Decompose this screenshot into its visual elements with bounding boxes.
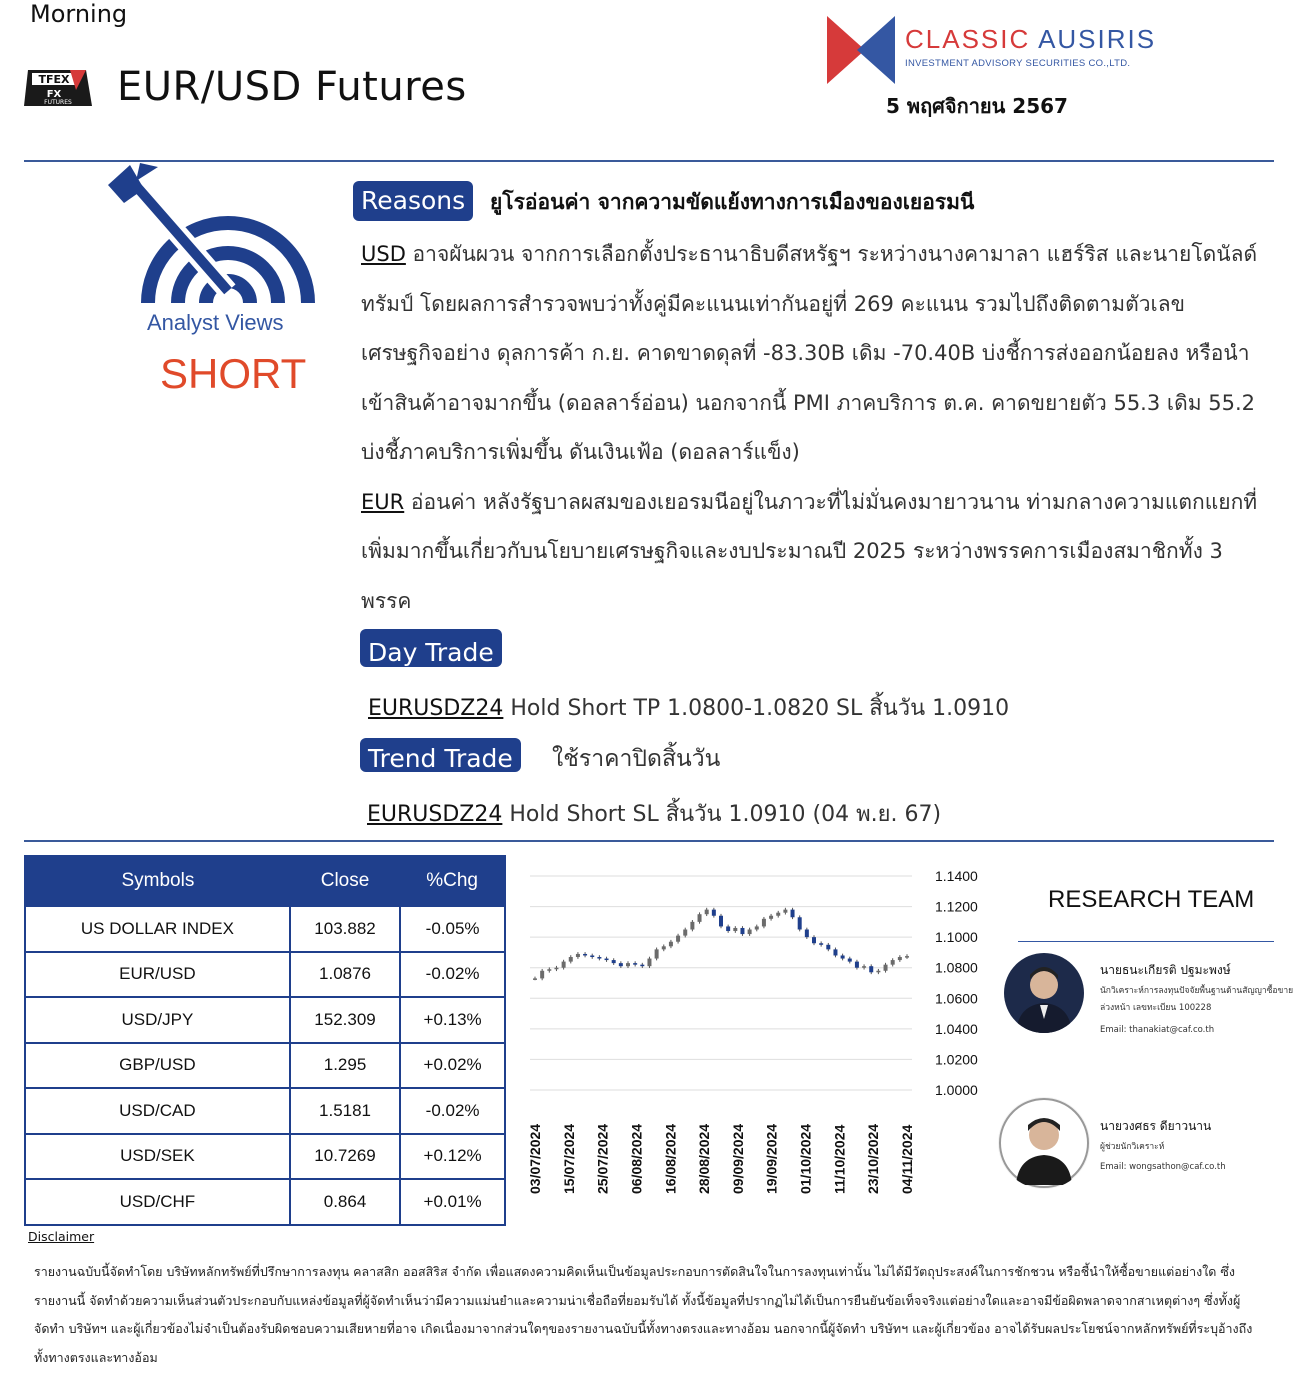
- eurusd-price-chart: [510, 862, 990, 1202]
- candle-body: [884, 965, 888, 971]
- chg-cell: +0.02%: [400, 1043, 505, 1089]
- candle-body: [733, 928, 737, 931]
- close-cell: 103.882: [290, 906, 400, 952]
- column-header-symbols: Symbols: [25, 856, 290, 906]
- y-tick-label: 1.0400: [935, 1020, 978, 1037]
- candle-body: [583, 954, 587, 956]
- market-table: [24, 855, 506, 1226]
- analyst-1-name: นายธนะเกียรติ ปฐมะพงษ์: [1100, 963, 1231, 977]
- symbol-cell: USD/SEK: [25, 1134, 290, 1180]
- day-trade-symbol: EURUSDZ24: [368, 696, 504, 721]
- candle-body: [662, 946, 666, 949]
- brand-word-classic: CLASSIC: [905, 24, 1031, 54]
- tfex-fx-futures-logo: [24, 66, 94, 112]
- usd-tag: USD: [361, 242, 406, 266]
- close-cell: 10.7269: [290, 1134, 400, 1180]
- research-team-title: RESEARCH TEAM: [1048, 886, 1255, 913]
- candle-body: [855, 962, 859, 968]
- x-tick-label: 19/09/2024: [763, 1123, 780, 1194]
- usd-paragraph: [361, 230, 1261, 478]
- day-trade-line: [368, 690, 1009, 725]
- analyst-view-value: SHORT: [160, 350, 307, 397]
- svg-text:FUTURES: FUTURES: [44, 99, 72, 106]
- close-cell: 152.309: [290, 997, 400, 1043]
- candle-body: [876, 971, 880, 973]
- session-label: Morning: [30, 0, 128, 28]
- day-trade-text: Hold Short TP 1.0800-1.0820 SL สิ้นวัน 1.0910: [503, 696, 1010, 721]
- y-tick-label: 1.0600: [935, 990, 978, 1007]
- y-tick-label: 1.0200: [935, 1051, 978, 1068]
- x-tick-label: 06/08/2024: [628, 1123, 645, 1194]
- trend-trade-line: [367, 796, 941, 831]
- usd-text: อาจผันผวน จากการเลือกตั้งประธานาธิบดีสหรัฐฯ ระหว่างนางคามาลา แฮร์ริส และนายโดนัลด์ ทรัมป์ โดยผลการสำรวจพบว่าทั้งคู่มีคะแนนเท่ากันอยู่ที่ 269 คะแนน รวมไปถึงติดตามตัวเลขเศรษฐกิจอย่าง ดุลการค้า ก.ย. คาดขาดดุลที่ -83.30B เดิม -70.40B บ่งชี้การส่งออกน้อยลง หรือนำเข้าสินค้าอาจมากขึ้น (ดอลลาร์อ่อน) นอกจากนี้ PMI ภาคบริการ ต.ค. คาดขยายตัว 55.3 เดิม 55.2 บ่งชี้ภาคบริการเพิ่มขึ้น ดันเงินเฟ้อ (ดอลลาร์แข็ง): [361, 242, 1258, 464]
- research-divider: [1018, 941, 1274, 942]
- analyst-2-email: Email: wongsathon@caf.co.th: [1100, 1162, 1226, 1172]
- candle-body: [690, 922, 694, 930]
- avatar: [998, 1097, 1090, 1189]
- chg-cell: -0.02%: [400, 952, 505, 998]
- close-cell: 1.295: [290, 1043, 400, 1089]
- candle-body: [833, 949, 837, 955]
- reasons-badge: Reasons: [353, 181, 473, 221]
- y-tick-label: 1.1400: [935, 868, 978, 884]
- svg-text:TFEX: TFEX: [38, 73, 70, 86]
- candle-body: [683, 930, 687, 936]
- section-divider: [24, 840, 1274, 842]
- eur-paragraph: [361, 478, 1261, 627]
- symbol-cell: EUR/USD: [25, 952, 290, 998]
- candle-body: [748, 930, 752, 935]
- candle-body: [862, 966, 866, 968]
- day-trade-badge: Day Trade: [360, 629, 502, 667]
- analyst-1-email: Email: thanakiat@caf.co.th: [1100, 1025, 1215, 1035]
- report-date: 5 พฤศจิกายน 2567: [886, 94, 1068, 118]
- table-header-row: [25, 856, 505, 906]
- trend-trade-note: ใช้ราคาปิดสิ้นวัน: [552, 746, 721, 772]
- candle-body: [769, 916, 773, 919]
- candle-body: [612, 960, 616, 963]
- table-row: [25, 1134, 505, 1180]
- analyst-2-name: นายวงศธร ดียาวนาน: [1100, 1119, 1212, 1133]
- brand-name: [905, 24, 1156, 55]
- chg-cell: -0.02%: [400, 1088, 505, 1134]
- candle-body: [712, 910, 716, 916]
- y-tick-label: 1.0000: [935, 1082, 978, 1098]
- candle-body: [705, 910, 709, 915]
- classic-ausiris-logo-mark: [825, 14, 897, 86]
- y-tick-label: 1.0800: [935, 959, 978, 976]
- analyst-2-role: ผู้ช่วยนักวิเคราะห์: [1100, 1142, 1165, 1152]
- eur-text: อ่อนค่า หลังรัฐบาลผสมของเยอรมนีอยู่ในภาวะที่ไม่มั่นคงมายาวนาน ท่ามกลางความแตกแยกที่เพิ่มมากขึ้นเกี่ยวกับนโยบายเศรษฐกิจและงบประมาณปี 2025 ระหว่างพรรคการเมืองสมาชิกทั้ง 3 พรรค: [361, 489, 1258, 613]
- candle-body: [869, 966, 873, 972]
- chg-cell: +0.13%: [400, 997, 505, 1043]
- candle-body: [590, 955, 594, 957]
- close-cell: 1.5181: [290, 1088, 400, 1134]
- symbol-cell: USD/CAD: [25, 1088, 290, 1134]
- table-row: [25, 1043, 505, 1089]
- x-tick-label: 01/10/2024: [797, 1123, 814, 1194]
- trend-trade-badge: Trend Trade: [360, 738, 521, 772]
- candle-body: [819, 943, 823, 945]
- candle-body: [776, 913, 780, 916]
- candle-body: [605, 959, 609, 961]
- x-tick-label: 04/11/2024: [899, 1124, 915, 1194]
- candle-body: [698, 914, 702, 922]
- trend-trade-symbol: EURUSDZ24: [367, 802, 503, 827]
- candle-body: [791, 910, 795, 918]
- symbol-cell: US DOLLAR INDEX: [25, 906, 290, 952]
- candle-body: [905, 956, 909, 958]
- page-title: EUR/USD Futures: [117, 64, 467, 110]
- table-row: [25, 952, 505, 998]
- candle-body: [841, 955, 845, 958]
- symbol-cell: GBP/USD: [25, 1043, 290, 1089]
- candle-body: [597, 957, 601, 959]
- y-tick-label: 1.1200: [935, 898, 978, 915]
- candle-body: [619, 963, 623, 966]
- symbol-cell: USD/CHF: [25, 1179, 290, 1225]
- candle-body: [533, 978, 537, 980]
- candle-body: [626, 963, 630, 966]
- x-tick-label: 25/07/2024: [594, 1123, 611, 1194]
- x-tick-label: 09/09/2024: [729, 1123, 746, 1194]
- candle-body: [762, 919, 766, 927]
- x-tick-label: 15/07/2024: [560, 1123, 577, 1194]
- candle-body: [576, 954, 580, 957]
- candle-body: [640, 965, 644, 967]
- x-tick-label: 28/08/2024: [696, 1123, 713, 1194]
- table-row: [25, 1179, 505, 1225]
- candle-body: [676, 936, 680, 942]
- chg-cell: -0.05%: [400, 906, 505, 952]
- table-row: [25, 997, 505, 1043]
- disclaimer-title: Disclaimer: [28, 1229, 95, 1244]
- analyst-views-label: Analyst Views: [147, 310, 284, 335]
- candle-body: [719, 916, 723, 927]
- svg-text:FX: FX: [46, 89, 62, 100]
- candle-body: [633, 963, 637, 965]
- candle-body: [783, 910, 787, 913]
- x-tick-label: 03/07/2024: [527, 1123, 543, 1194]
- candle-body: [798, 917, 802, 929]
- candle-body: [805, 930, 809, 938]
- symbol-cell: USD/JPY: [25, 997, 290, 1043]
- brand-word-ausiris: AUSIRIS: [1038, 24, 1157, 54]
- candle-body: [812, 937, 816, 943]
- candle-body: [891, 960, 895, 965]
- column-header-chg: %Chg: [400, 856, 505, 906]
- chg-cell: +0.01%: [400, 1179, 505, 1225]
- avatar: [1004, 953, 1084, 1033]
- analyst-1-role: นักวิเคราะห์การลงทุนปัจจัยพื้นฐานด้านสัญญาซื้อขายล่วงหน้า เลขทะเบียน 100228: [1100, 986, 1294, 1013]
- candle-body: [540, 971, 544, 979]
- reasons-body: [361, 230, 1261, 626]
- candle-body: [562, 962, 566, 968]
- candle-body: [669, 942, 673, 947]
- brand-subtitle: INVESTMENT ADVISORY SECURITIES CO.,LTD.: [905, 58, 1131, 69]
- table-row: [25, 1088, 505, 1134]
- candle-body: [848, 959, 852, 962]
- candle-body: [569, 957, 573, 962]
- candle-body: [647, 959, 651, 967]
- close-cell: 1.0876: [290, 952, 400, 998]
- candle-body: [826, 945, 830, 950]
- disclaimer-text: รายงานฉบับนี้จัดทำโดย บริษัทหลักทรัพย์ที่ปรึกษาการลงทุน คลาสสิก ออสสิริส จำกัด เพื่อแสดงความคิดเห็นเป็นข้อมูลประกอบการตัดสินใจในการลงทุนเท่านั้น ไม่ได้มีวัตถุประสงค์ในการชักชวน หรือชี้นำให้ซื้อขายแต่อย่างใด ซึ่งรายงานนี้ จัดทำด้วยความเห็นส่วนตัวประกอบกับแหล่งข้อมูลที่ผู้จัดทำเห็นว่ามีความแม่นยำและความน่าเชื่อถือที่ยอมรับได้ ทั้งนี้ข้อมูลที่ปรากฏไม่ได้เป็นการยืนยันข้อเท็จจริงแต่อย่างใดและอาจมีข้อผิดพลาดจากสาเหตุต่างๆ ซึ่งทั้งผู้จัดทำ บริษัทฯ และผู้เกี่ยวข้องไม่จำเป็นต้องรับผิดชอบความเสียหายที่อาจ เกิดเนื่องมาจากส่วนใดๆของรายงานฉบับนี้ทั้งทางตรงและทางอ้อม นอกจากนี้ผู้จัดทำ บริษัทฯ และผู้เกี่ยวข้อง อาจได้รับผลประโยชน์จากหลักทรัพย์ที่ระบุอ้างถึงทั้งทางตรงและทางอ้อม: [34, 1264, 1253, 1365]
- x-tick-label: 11/10/2024: [831, 1124, 848, 1194]
- eur-tag: EUR: [361, 489, 405, 514]
- candle-body: [554, 968, 558, 970]
- chg-cell: +0.12%: [400, 1134, 505, 1180]
- candle-body: [655, 949, 659, 958]
- candle-body: [755, 926, 759, 929]
- header-divider: [24, 160, 1274, 162]
- x-tick-label: 16/08/2024: [662, 1123, 679, 1194]
- target-arrow-icon: [100, 163, 315, 313]
- table-row: [25, 906, 505, 952]
- candle-body: [726, 926, 730, 931]
- x-tick-label: 23/10/2024: [865, 1123, 882, 1194]
- close-cell: 0.864: [290, 1179, 400, 1225]
- reasons-headline: ยูโรอ่อนค่า จากความขัดแย้งทางการเมืองของเยอรมนี: [490, 190, 975, 214]
- trend-trade-text: Hold Short SL สิ้นวัน 1.0910 (04 พ.ย. 67): [502, 802, 942, 827]
- y-tick-label: 1.1000: [935, 929, 978, 946]
- candle-body: [898, 957, 902, 960]
- column-header-close: Close: [290, 856, 400, 906]
- candle-body: [547, 969, 551, 971]
- candle-body: [740, 928, 744, 934]
